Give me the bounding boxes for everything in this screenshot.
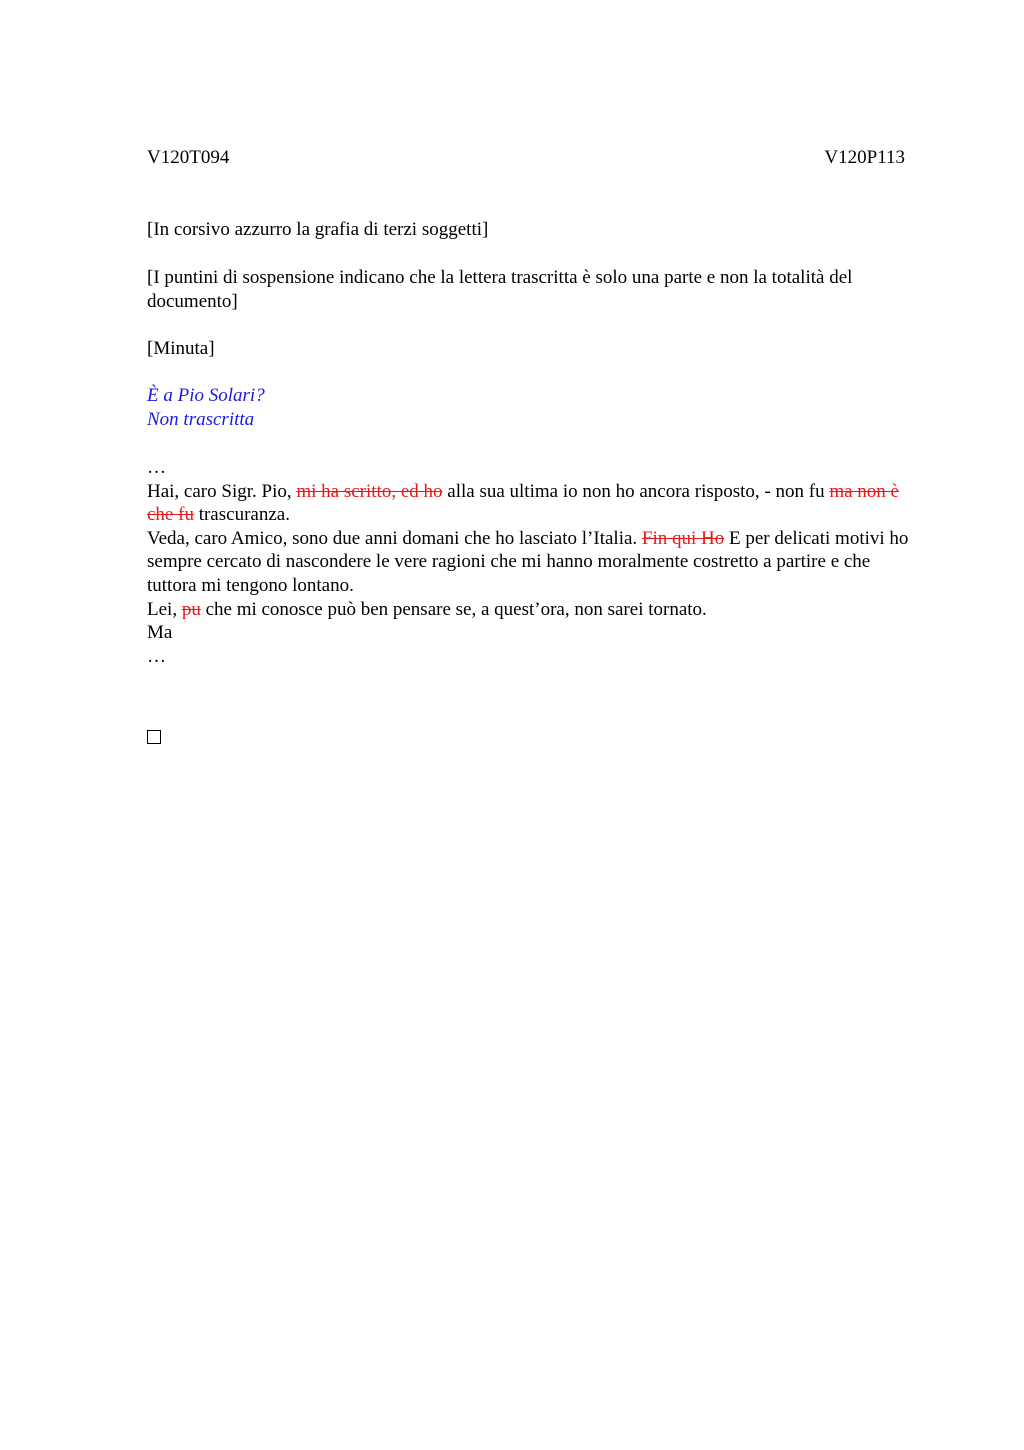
document-code-left: V120T094 — [147, 147, 230, 168]
letter-text: Lei, — [147, 598, 182, 620]
deleted-text: mi ha scritto, ed ho — [296, 480, 443, 502]
letter-ellipsis-start: … — [147, 457, 166, 478]
letter-body — [147, 456, 922, 668]
checkbox[interactable] — [147, 730, 161, 744]
third-party-annotation — [147, 384, 917, 431]
letter-paragraph-1 — [147, 480, 922, 527]
letter-ellipsis-end: … — [147, 645, 166, 667]
annotation-line-recipient: È a Pio Solari? — [147, 385, 265, 406]
document-header — [147, 146, 905, 170]
letter-text: Hai, caro Sigr. Pio, — [147, 480, 297, 502]
letter-paragraph-2 — [147, 527, 922, 598]
letter-paragraph-3 — [147, 598, 922, 622]
deleted-text: ma non è che fu — [147, 480, 899, 526]
letter-text: alla sua ultima io non ho ancora risposto, - non fu — [442, 480, 830, 502]
letter-text: Veda, caro Amico, sono due anni domani che ho lasciato l’Italia. — [147, 527, 642, 549]
letter-text: trascuranza. — [193, 504, 290, 526]
editorial-note-draft: [Minuta] — [147, 338, 215, 359]
deleted-text: Fin qui Ho — [641, 527, 725, 549]
deleted-text: pu — [181, 598, 201, 620]
letter-paragraph-4: Ma — [147, 622, 173, 644]
editorial-note-ellipsis: [I puntini di sospensione indicano che la lettera trascritta è solo una parte e non la totalità del documento] — [147, 267, 853, 312]
annotation-line-status: Non trascritta — [147, 408, 255, 430]
document-code-right: V120P113 — [824, 147, 905, 168]
editorial-note-italic-blue: [In corsivo azzurro la grafia di terzi soggetti] — [147, 219, 489, 240]
letter-text: che mi conosce può ben pensare se, a quest’ora, non sarei tornato. — [200, 598, 707, 620]
letter-text: E per delicati motivi ho sempre cercato di nascondere le vere ragioni che mi hanno moralmente costretto a partire e che tuttora mi tengono lontano. — [147, 527, 909, 596]
